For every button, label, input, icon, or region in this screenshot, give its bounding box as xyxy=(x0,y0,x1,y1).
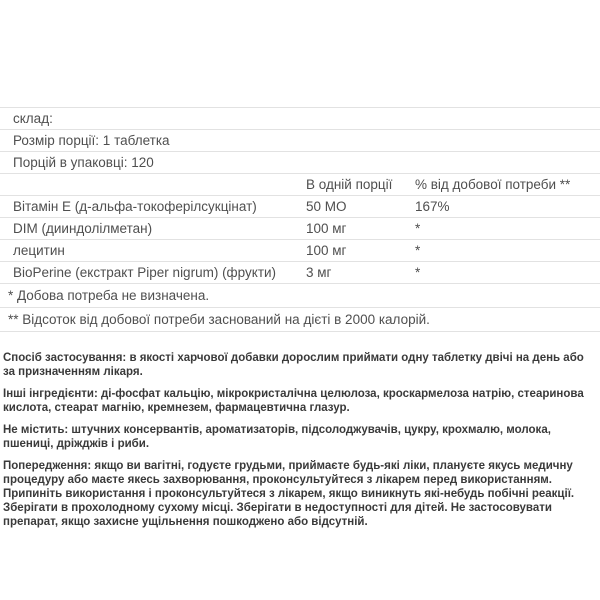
servings-per-container-row xyxy=(0,152,600,174)
column-header-daily-value: % від добової потреби ** xyxy=(415,174,600,196)
ingredient-row xyxy=(0,262,600,284)
ingredient-name: BioPerine (екстракт Piper nigrum) (фрукти) xyxy=(0,262,306,284)
directions-paragraph: Спосіб застосування: в якості харчової добавки дорослим приймати одну таблетку двічі на день або за призначенням лікаря. xyxy=(3,352,584,378)
facts-title: склад: xyxy=(0,108,600,130)
ingredient-name: Вітамін E (д-альфа-токоферілсукцінат) xyxy=(0,196,306,218)
ingredient-amount: 100 мг xyxy=(306,240,415,262)
header-spacer-cell xyxy=(0,174,306,196)
ingredient-daily-value: 167% xyxy=(415,196,600,218)
facts-title-row xyxy=(0,108,600,130)
ingredient-amount: 100 мг xyxy=(306,218,415,240)
ingredient-name: лецитин xyxy=(0,240,306,262)
ingredient-amount: 50 МО xyxy=(306,196,415,218)
ingredient-name: DIM (дииндолілметан) xyxy=(0,218,306,240)
footnote-row xyxy=(0,284,600,308)
ingredient-daily-value: * xyxy=(415,218,600,240)
footnote-percent-basis: ** Відсоток від добової потреби заснований на дієті в 2000 калорій. xyxy=(0,308,600,332)
description-paragraphs xyxy=(3,351,597,537)
ingredient-row xyxy=(0,196,600,218)
ingredient-daily-value: * xyxy=(415,262,600,284)
warnings-paragraph: Попередження: якщо ви вагітні, годуєте грудьми, приймаєте будь-які ліки, плануєте якусь медичну процедуру або маєте якесь захворювання, проконсультуйтеся з лікарем перед використанням. Припиніть використання і проконсультуйтеся з лікарем, якщо виникнуть які-небудь побічні реакції. Зберігати в прохолодному сухому місці. Зберігати в недоступності для дітей. Не застосовувати препарат, якщо захисне ущільнення пошкоджено або відсутній. xyxy=(3,460,575,528)
footnote-daily-need: * Добова потреба не визначена. xyxy=(0,284,600,308)
serving-size-row xyxy=(0,130,600,152)
footnote-row xyxy=(0,308,600,332)
ingredient-row xyxy=(0,240,600,262)
table-header-row xyxy=(0,174,600,196)
supplement-facts-table xyxy=(0,107,600,332)
other-ingredients-paragraph: Інші інгредієнти: ді-фосфат кальцію, мікрокристалічна целюлоза, кроскармелоза натрію, стеаринова кислота, стеарат магнію, кремнезем, фармацевтична глазур. xyxy=(3,388,584,414)
serving-size: Розмір порції: 1 таблетка xyxy=(0,130,600,152)
ingredient-amount: 3 мг xyxy=(306,262,415,284)
servings-per-container: Порцій в упаковці: 120 xyxy=(0,152,600,174)
free-of-paragraph: Не містить: штучних консервантів, ароматизаторів, підсолоджувачів, цукру, крохмалю, молока, пшениці, дріжджів і риби. xyxy=(3,424,551,450)
column-header-amount: В одній порції xyxy=(306,174,415,196)
ingredient-daily-value: * xyxy=(415,240,600,262)
ingredient-row xyxy=(0,218,600,240)
